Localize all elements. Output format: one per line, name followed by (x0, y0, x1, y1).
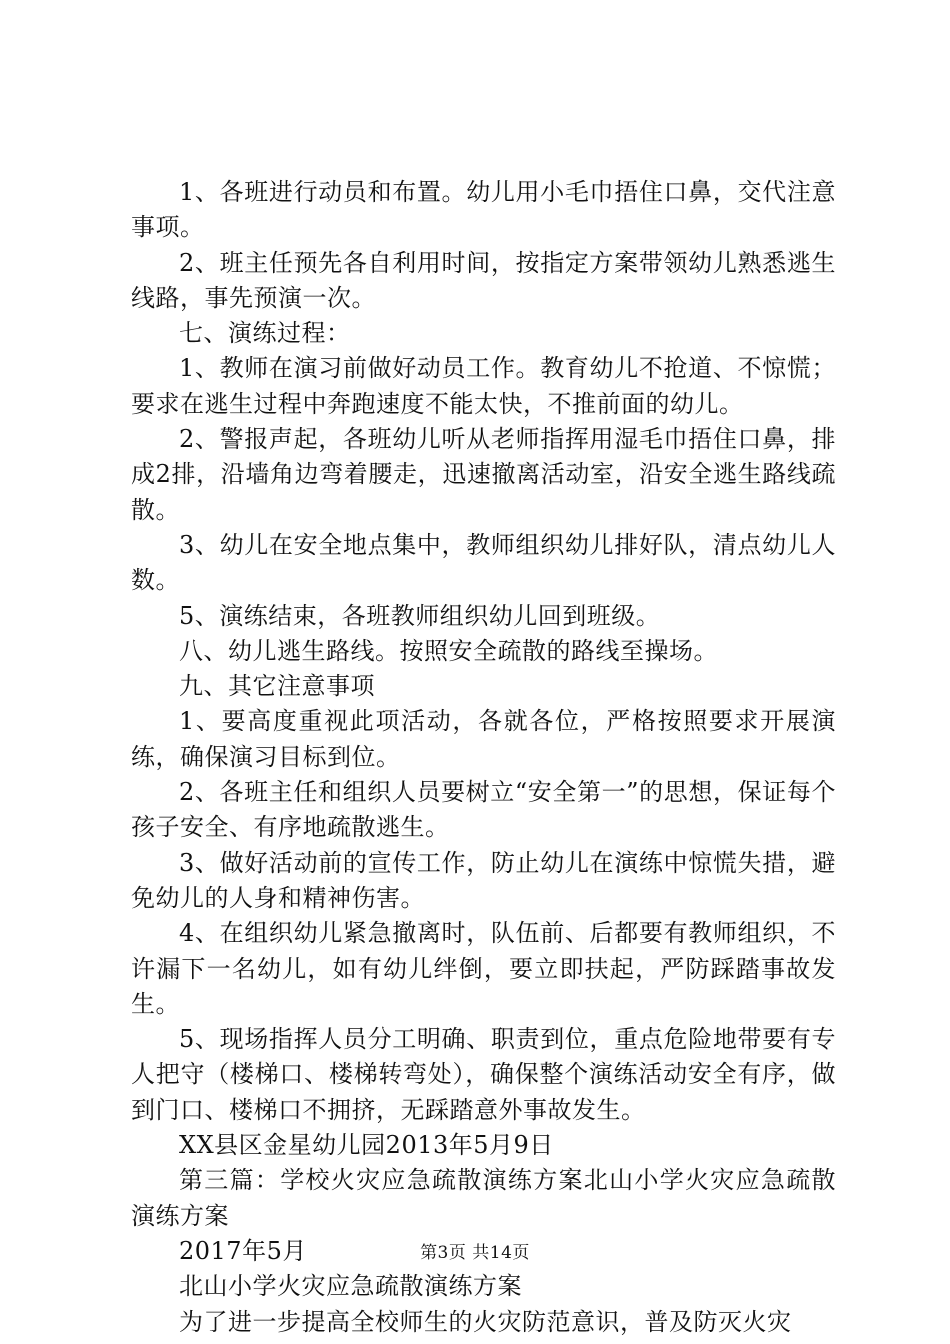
paragraph: 1、要高度重视此项活动，各就各位，严格按照要求开展演练，确保演习目标到位。 (131, 707, 836, 771)
document-title: 北山小学火灾应急疏散演练方案 (179, 1272, 522, 1301)
paragraph: 2、警报声起，各班幼儿听从老师指挥用湿毛巾捂住口鼻，排成2排，沿墙角边弯着腰走，迅速撤离活动室，沿安全逃生路线疏散。 (131, 425, 836, 524)
paragraph: 为了进一步提高全校师生的火灾防范意识，普及防灭火灾 (179, 1307, 792, 1336)
signature-line: XX县区金星幼儿园2013年5月9日 (179, 1131, 554, 1160)
page-footer (0, 1243, 950, 1263)
section-heading: 七、演练过程： (179, 319, 351, 348)
date-line: 2017年5月 (179, 1236, 307, 1265)
paragraph: 2、各班主任和组织人员要树立“安全第一”的思想，保证每个孩子安全、有序地疏散逃生。 (131, 778, 836, 842)
paragraph: 1、教师在演习前做好动员工作。教育幼儿不抢道、不惊慌；要求在逃生过程中奔跑速度不能太快，不推前面的幼儿。 (131, 354, 836, 418)
paragraph: 5、现场指挥人员分工明确、职责到位，重点危险地带要有专人把守（楼梯口、楼梯转弯处），确保整个演练活动安全有序，做到门口、楼梯口不拥挤，无踩踏意外事故发生。 (131, 1025, 836, 1124)
paragraph: 5、演练结束，各班教师组织幼儿回到班级。 (179, 601, 661, 630)
paragraph: 4、在组织幼儿紧急撤离时，队伍前、后都要有教师组织，不许漏下一名幼儿，如有幼儿绊倒，要立即扶起，严防踩踏事故发生。 (131, 919, 836, 1018)
paragraph: 3、做好活动前的宣传工作，防止幼儿在演练中惊慌失措，避免幼儿的人身和精神伤害。 (131, 848, 836, 912)
section-heading: 九、其它注意事项 (179, 672, 375, 701)
paragraph: 3、幼儿在安全地点集中，教师组织幼儿排好队，清点幼儿人数。 (131, 530, 836, 595)
document-body (131, 175, 836, 1340)
chapter-title: 第三篇：学校火灾应急疏散演练方案北山小学火灾应急疏散演练方案 (131, 1166, 836, 1230)
section-heading: 八、幼儿逃生路线。按照安全疏散的路线至操场。 (179, 636, 718, 665)
paragraph: 1、各班进行动员和布置。幼儿用小毛巾捂住口鼻，交代注意事项。 (131, 178, 836, 242)
page-number: 第3页 共14页 (420, 1243, 530, 1263)
paragraph: 2、班主任预先各自利用时间，按指定方案带领幼儿熟悉逃生线路，事先预演一次。 (131, 248, 836, 312)
